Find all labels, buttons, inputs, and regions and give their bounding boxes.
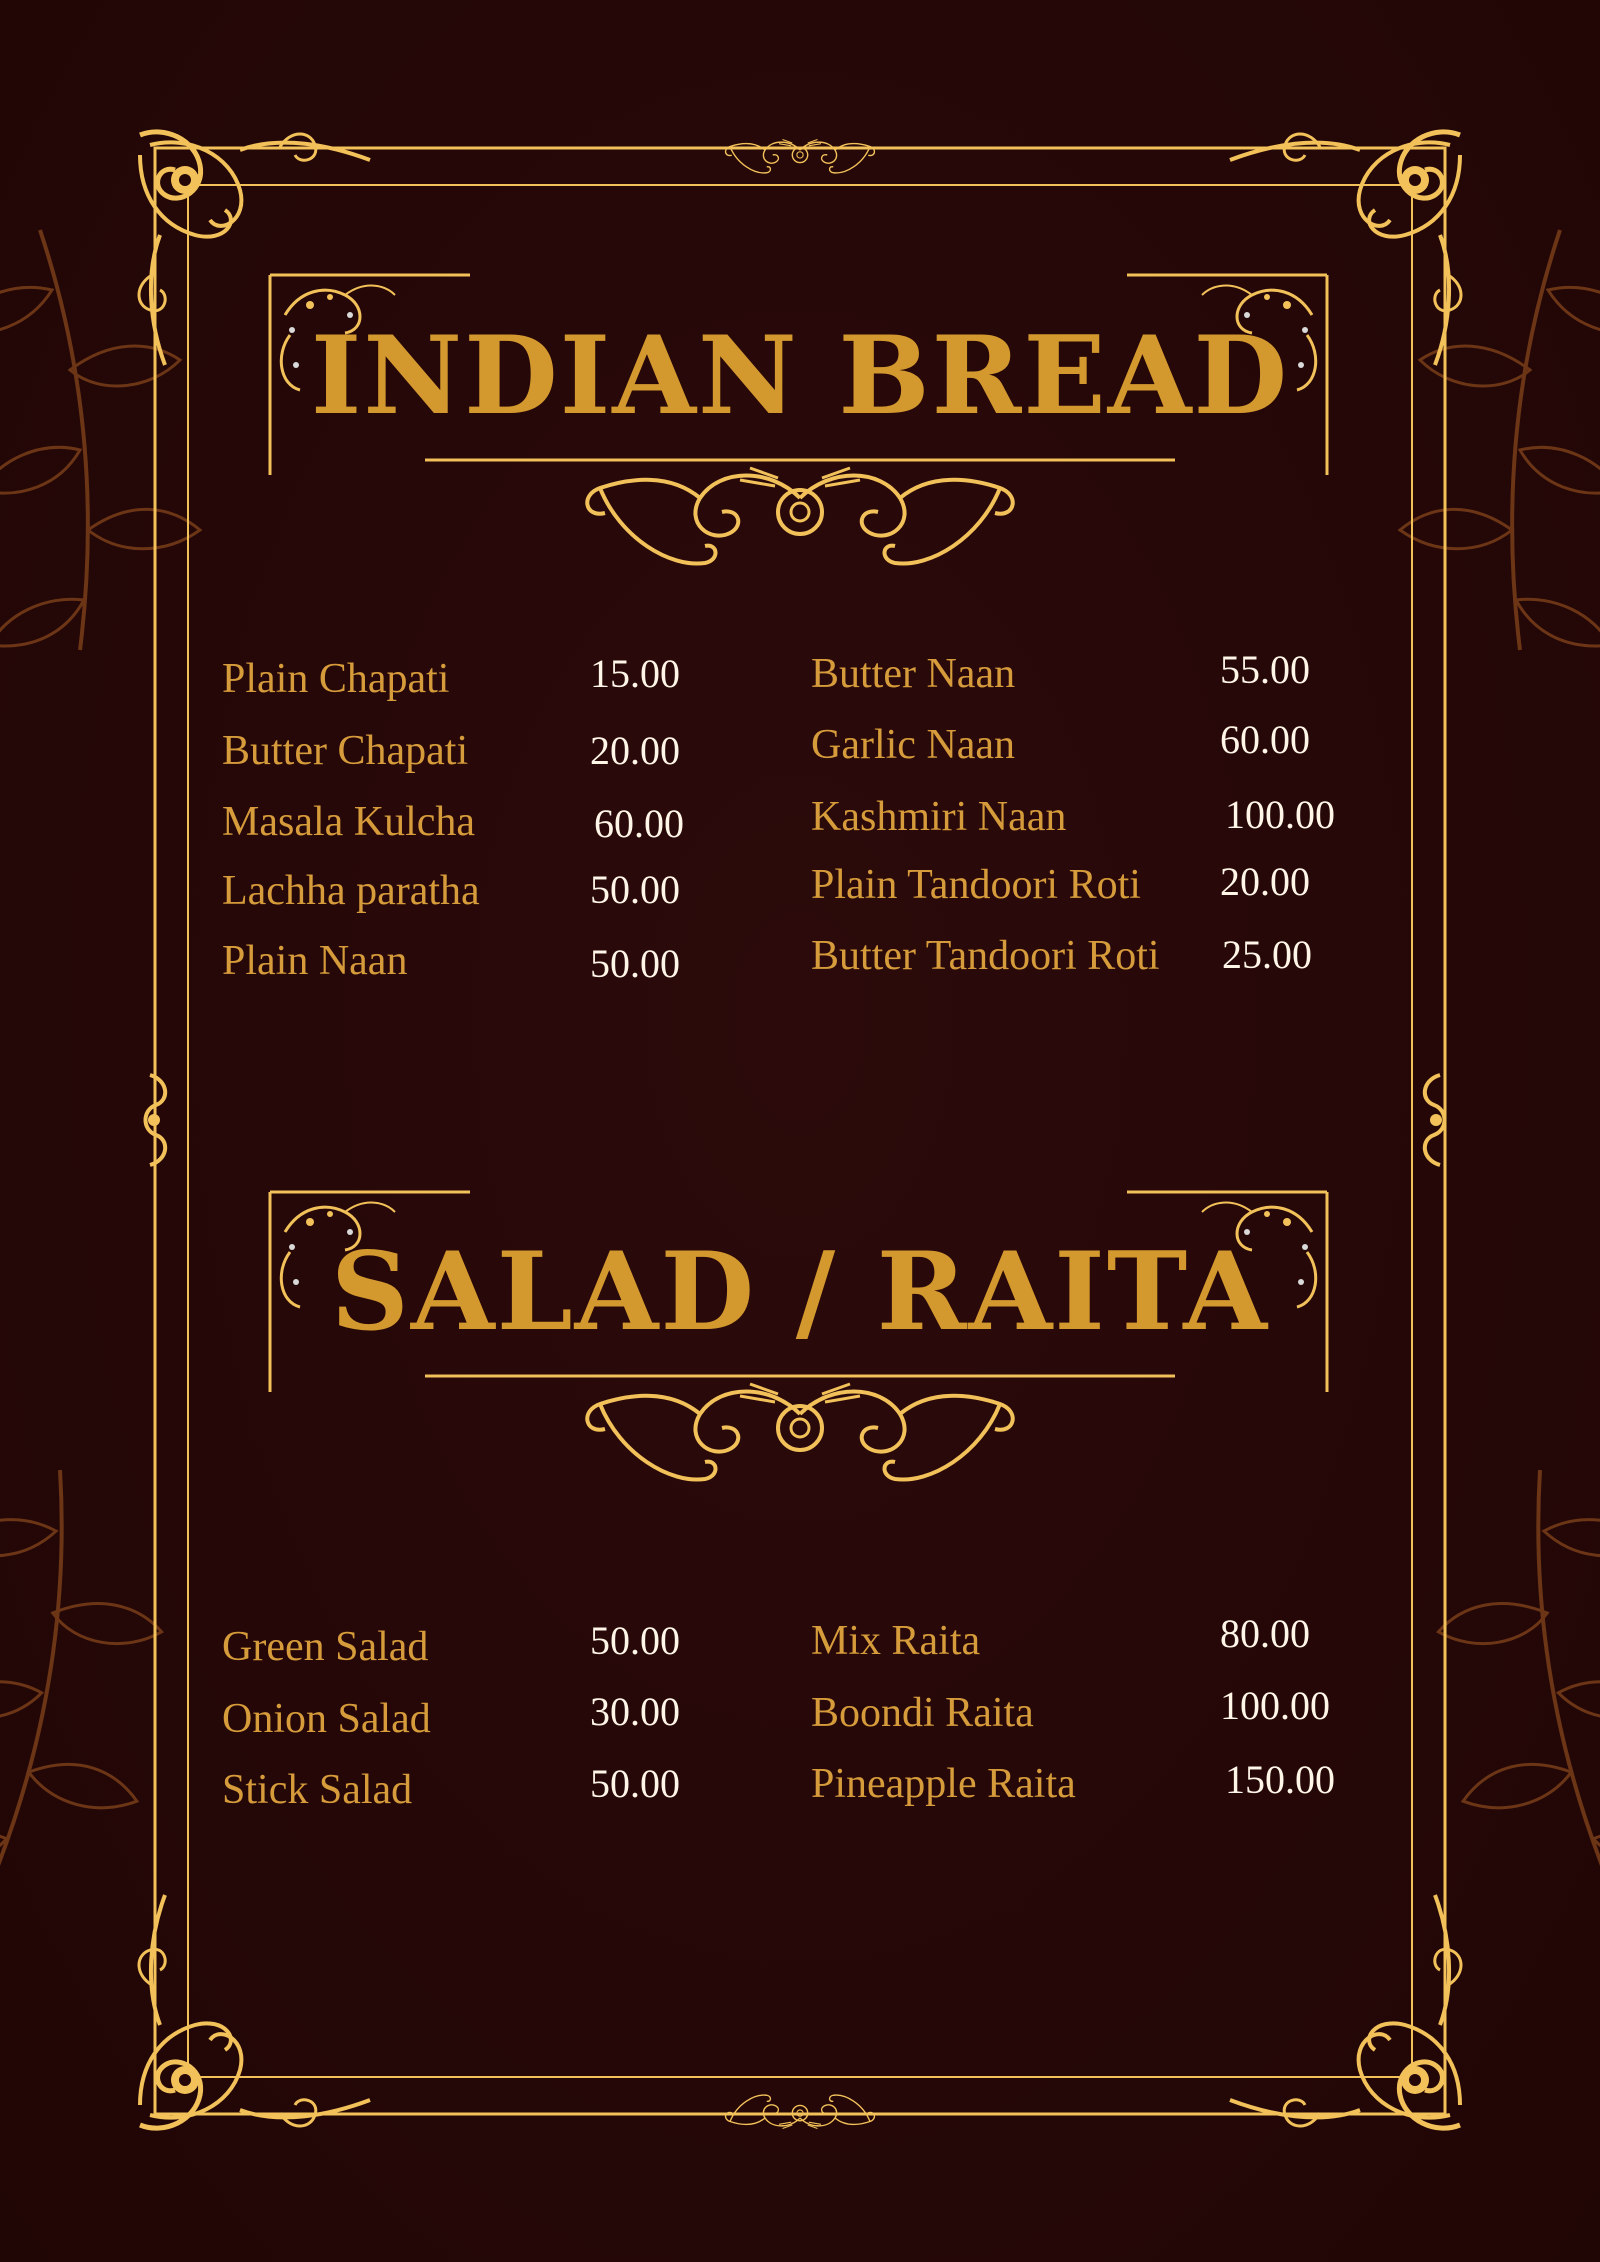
menu-item-name: Butter Naan: [811, 651, 1016, 697]
menu-item-name: Mix Raita: [811, 1618, 981, 1664]
menu-item-price: 20.00: [590, 728, 680, 773]
menu-item-price: 50.00: [590, 867, 680, 912]
menu-item-price: 15.00: [590, 651, 680, 696]
menu-item-name: Butter Tandoori Roti: [811, 933, 1160, 979]
menu-item-price: 55.00: [1220, 647, 1310, 692]
menu-item-price: 60.00: [594, 801, 684, 846]
menu-item-price: 50.00: [590, 941, 680, 986]
section-title-indian-bread: INDIAN BREAD: [310, 313, 1290, 439]
menu-item-name: Plain Tandoori Roti: [811, 862, 1141, 908]
menu-item-name: Garlic Naan: [811, 722, 1016, 768]
menu-item-price: 50.00: [590, 1761, 680, 1806]
menu-item-name: Pineapple Raita: [811, 1761, 1076, 1807]
menu-item-name: Boondi Raita: [811, 1690, 1034, 1736]
menu-item-name: Butter Chapati: [222, 728, 469, 774]
menu-item-price: 100.00: [1220, 1683, 1330, 1728]
menu-item-price: 30.00: [590, 1689, 680, 1734]
menu-item-name: Lachha paratha: [222, 868, 480, 914]
menu-item-name: Plain Chapati: [222, 656, 450, 702]
menu-item-price: 100.00: [1225, 792, 1335, 837]
menu-item-price: 20.00: [1220, 859, 1310, 904]
menu-item-price: 50.00: [590, 1618, 680, 1663]
menu-item-name: Stick Salad: [222, 1767, 413, 1813]
menu-item-price: 25.00: [1222, 932, 1312, 977]
menu-item-price: 60.00: [1220, 717, 1310, 762]
menu-item-price: 150.00: [1225, 1757, 1335, 1802]
menu-item-name: Plain Naan: [222, 938, 408, 984]
section-title-salad-raita: SALAD / RAITA: [330, 1229, 1270, 1355]
menu-item-price: 80.00: [1220, 1611, 1310, 1656]
menu-item-name: Masala Kulcha: [222, 799, 476, 845]
menu-item-name: Green Salad: [222, 1624, 429, 1670]
menu-item-name: Onion Salad: [222, 1696, 431, 1742]
menu-item-name: Kashmiri Naan: [811, 794, 1067, 840]
